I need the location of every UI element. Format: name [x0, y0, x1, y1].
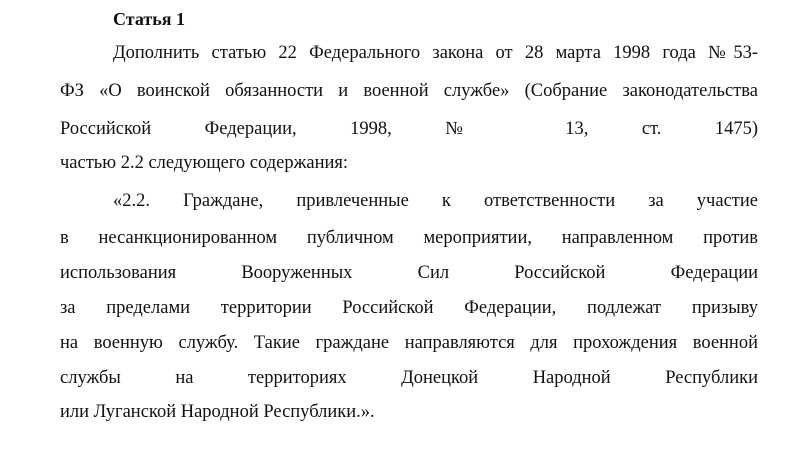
paragraph-line: или Луганской Народной Республики.».: [60, 402, 375, 422]
paragraph-line: за пределами территории Российской Федерации, подлежат призыву: [60, 298, 758, 318]
paragraph-line: частью 2.2 следующего содержания:: [60, 153, 349, 173]
paragraph-line: службы на территориях Донецкой Народной Республики: [60, 368, 758, 388]
paragraph-line: ФЗ «О воинской обязанности и военной службе» (Собрание законодательства: [60, 81, 758, 101]
paragraph-line: на военную службу. Такие граждане направляются для прохождения военной: [60, 333, 758, 353]
article-heading: Статья 1: [113, 9, 185, 29]
paragraph-line: использования Вооруженных Сил Российской Федерации: [60, 263, 758, 283]
paragraph-line: Российской Федерации, 1998, № 13, ст. 1475): [60, 119, 758, 139]
paragraph-line: Дополнить статью 22 Федерального закона от 28 марта 1998 года №53-: [113, 43, 758, 63]
paragraph-line: в несанкционированном публичном мероприятии, направленном против: [60, 228, 758, 248]
paragraph-line: «2.2. Граждане, привлеченные к ответственности за участие: [113, 191, 758, 211]
